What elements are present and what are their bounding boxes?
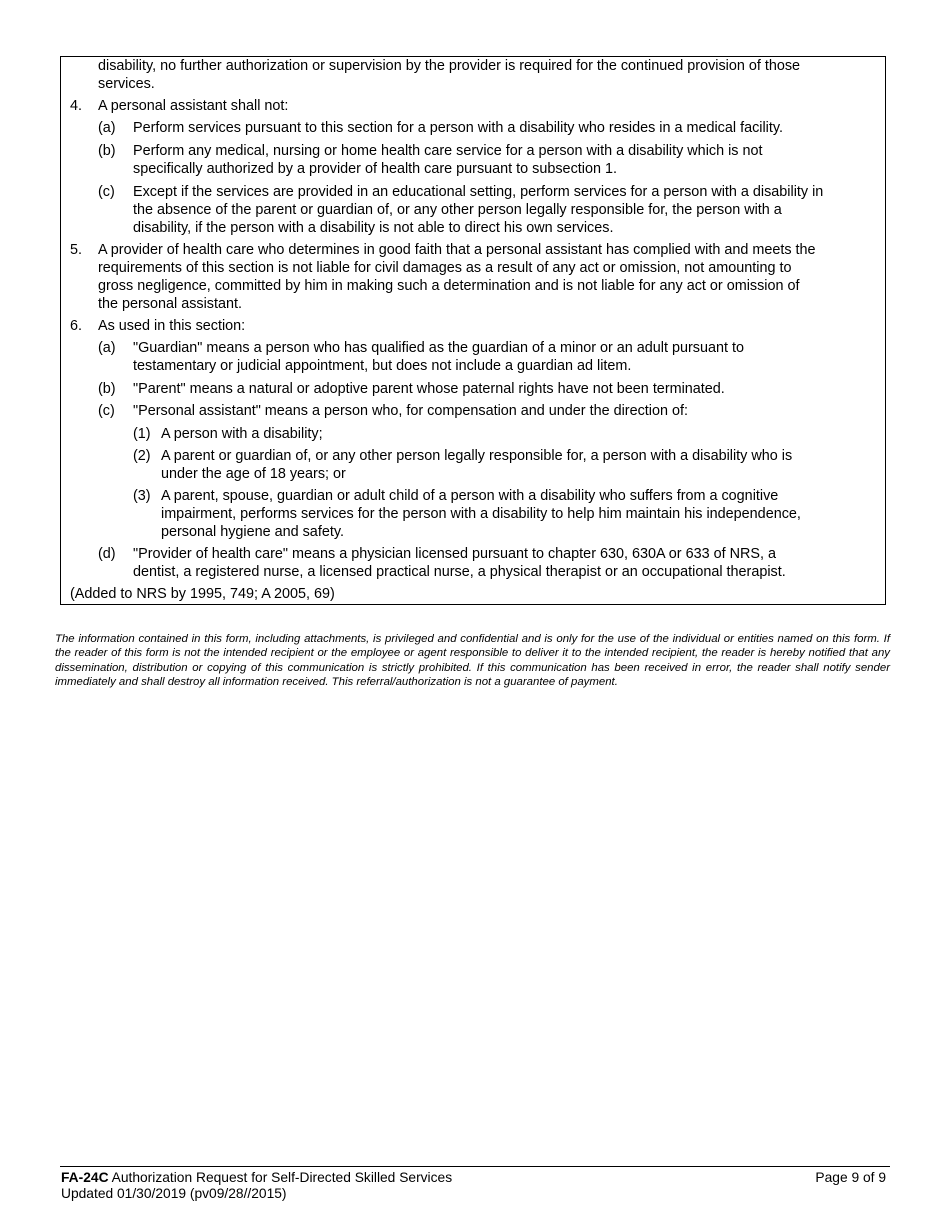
section-6a-text: testamentary or judicial appointment, but does not include a guardian ad litem. [133, 358, 632, 374]
section-4c-text: the absence of the parent or guardian of, or any other person legally responsible for, the person with a [133, 202, 782, 218]
section-6c1-label: (1) [133, 426, 151, 442]
section-6c1-text: A person with a disability; [161, 426, 323, 442]
section-4a-text: Perform services pursuant to this section for a person with a disability who resides in a medical facility. [133, 120, 783, 136]
section-4a-label: (a) [98, 120, 116, 136]
footer-divider [60, 1166, 890, 1167]
section-6c3-text: impairment, performs services for the person with a disability to help him maintain his independence, [161, 506, 801, 522]
section-6-number: 6. [70, 318, 83, 334]
confidentiality-disclaimer: The information contained in this form, including attachments, is privileged and confidential and is only for the use of the individual or entities named on this form. If the reader of this form is not the intended recipient or the employee or agent responsible to deliver it to the intended recipient, the reader is hereby notified that any dissemination, distribution or copying of this communication is strictly prohibited. If this communication has been received in error, the reader shall notify sender immediately and shall destroy all information received. This referral/authorization is not a guarantee of payment. [55, 633, 890, 688]
section-6a-label: (a) [98, 340, 116, 356]
section-4c-text: Except if the services are provided in an educational setting, perform services for a person with a disability in [133, 184, 824, 200]
section-4b-text: Perform any medical, nursing or home health care service for a person with a disability which is not [133, 143, 763, 159]
section-6c-text: "Personal assistant" means a person who, for compensation and under the direction of: [133, 403, 688, 419]
section-6b-label: (b) [98, 381, 116, 397]
section-4c-label: (c) [98, 184, 115, 200]
section-5-number: 5. [70, 242, 83, 258]
section-6c3-text: A parent, spouse, guardian or adult child of a person with a disability who suffers from a cognitive [161, 488, 779, 504]
section-5-text: the personal assistant. [98, 296, 242, 312]
section-6d-text: "Provider of health care" means a physician licensed pursuant to chapter 630, 630A or 633 of NRS, a [133, 546, 776, 562]
form-title: Authorization Request for Self-Directed Skilled Services [108, 1170, 453, 1185]
section-6c2-label: (2) [133, 448, 151, 464]
statute-history: (Added to NRS by 1995, 749; A 2005, 69) [70, 586, 335, 602]
section-6c-label: (c) [98, 403, 115, 419]
section-6c2-text: under the age of 18 years; or [161, 466, 346, 482]
section-6d-text: dentist, a registered nurse, a licensed practical nurse, a physical therapist or an occupational therapist. [133, 564, 786, 580]
section-4-number: 4. [70, 98, 83, 114]
section-5-text: requirements of this section is not liable for civil damages as a result of any act or omission, not amounting to [98, 260, 792, 276]
section-6b-text: "Parent" means a natural or adoptive parent whose paternal rights have not been terminated. [133, 381, 725, 397]
section-6d-label: (d) [98, 546, 116, 562]
continuation-line: services. [98, 76, 155, 92]
section-5-text: gross negligence, committed by him in making such a determination and is not liable for any act or omission of [98, 278, 800, 294]
section-6-text: As used in this section: [98, 318, 246, 334]
footer-form-info [61, 1170, 452, 1202]
form-code: FA-24C [61, 1170, 109, 1185]
continuation-line: disability, no further authorization or supervision by the provider is required for the continued provision of those [98, 58, 801, 74]
statute-text-box [60, 56, 886, 605]
form-updated: Updated 01/30/2019 (pv09/28//2015) [61, 1186, 287, 1201]
section-4b-label: (b) [98, 143, 116, 159]
page-number: Page 9 of 9 [815, 1170, 886, 1185]
section-5-text: A provider of health care who determines in good faith that a personal assistant has complied with and meets the [98, 242, 816, 258]
section-6c3-label: (3) [133, 488, 151, 504]
section-4b-text: specifically authorized by a provider of health care pursuant to subsection 1. [133, 161, 617, 177]
section-4c-text: disability, if the person with a disability is not able to direct his own services. [133, 220, 614, 236]
section-6c3-text: personal hygiene and safety. [161, 524, 344, 540]
section-6c2-text: A parent or guardian of, or any other person legally responsible for, a person with a disability who is [161, 448, 793, 464]
section-4-text: A personal assistant shall not: [98, 98, 289, 114]
section-6a-text: "Guardian" means a person who has qualified as the guardian of a minor or an adult pursuant to [133, 340, 745, 356]
